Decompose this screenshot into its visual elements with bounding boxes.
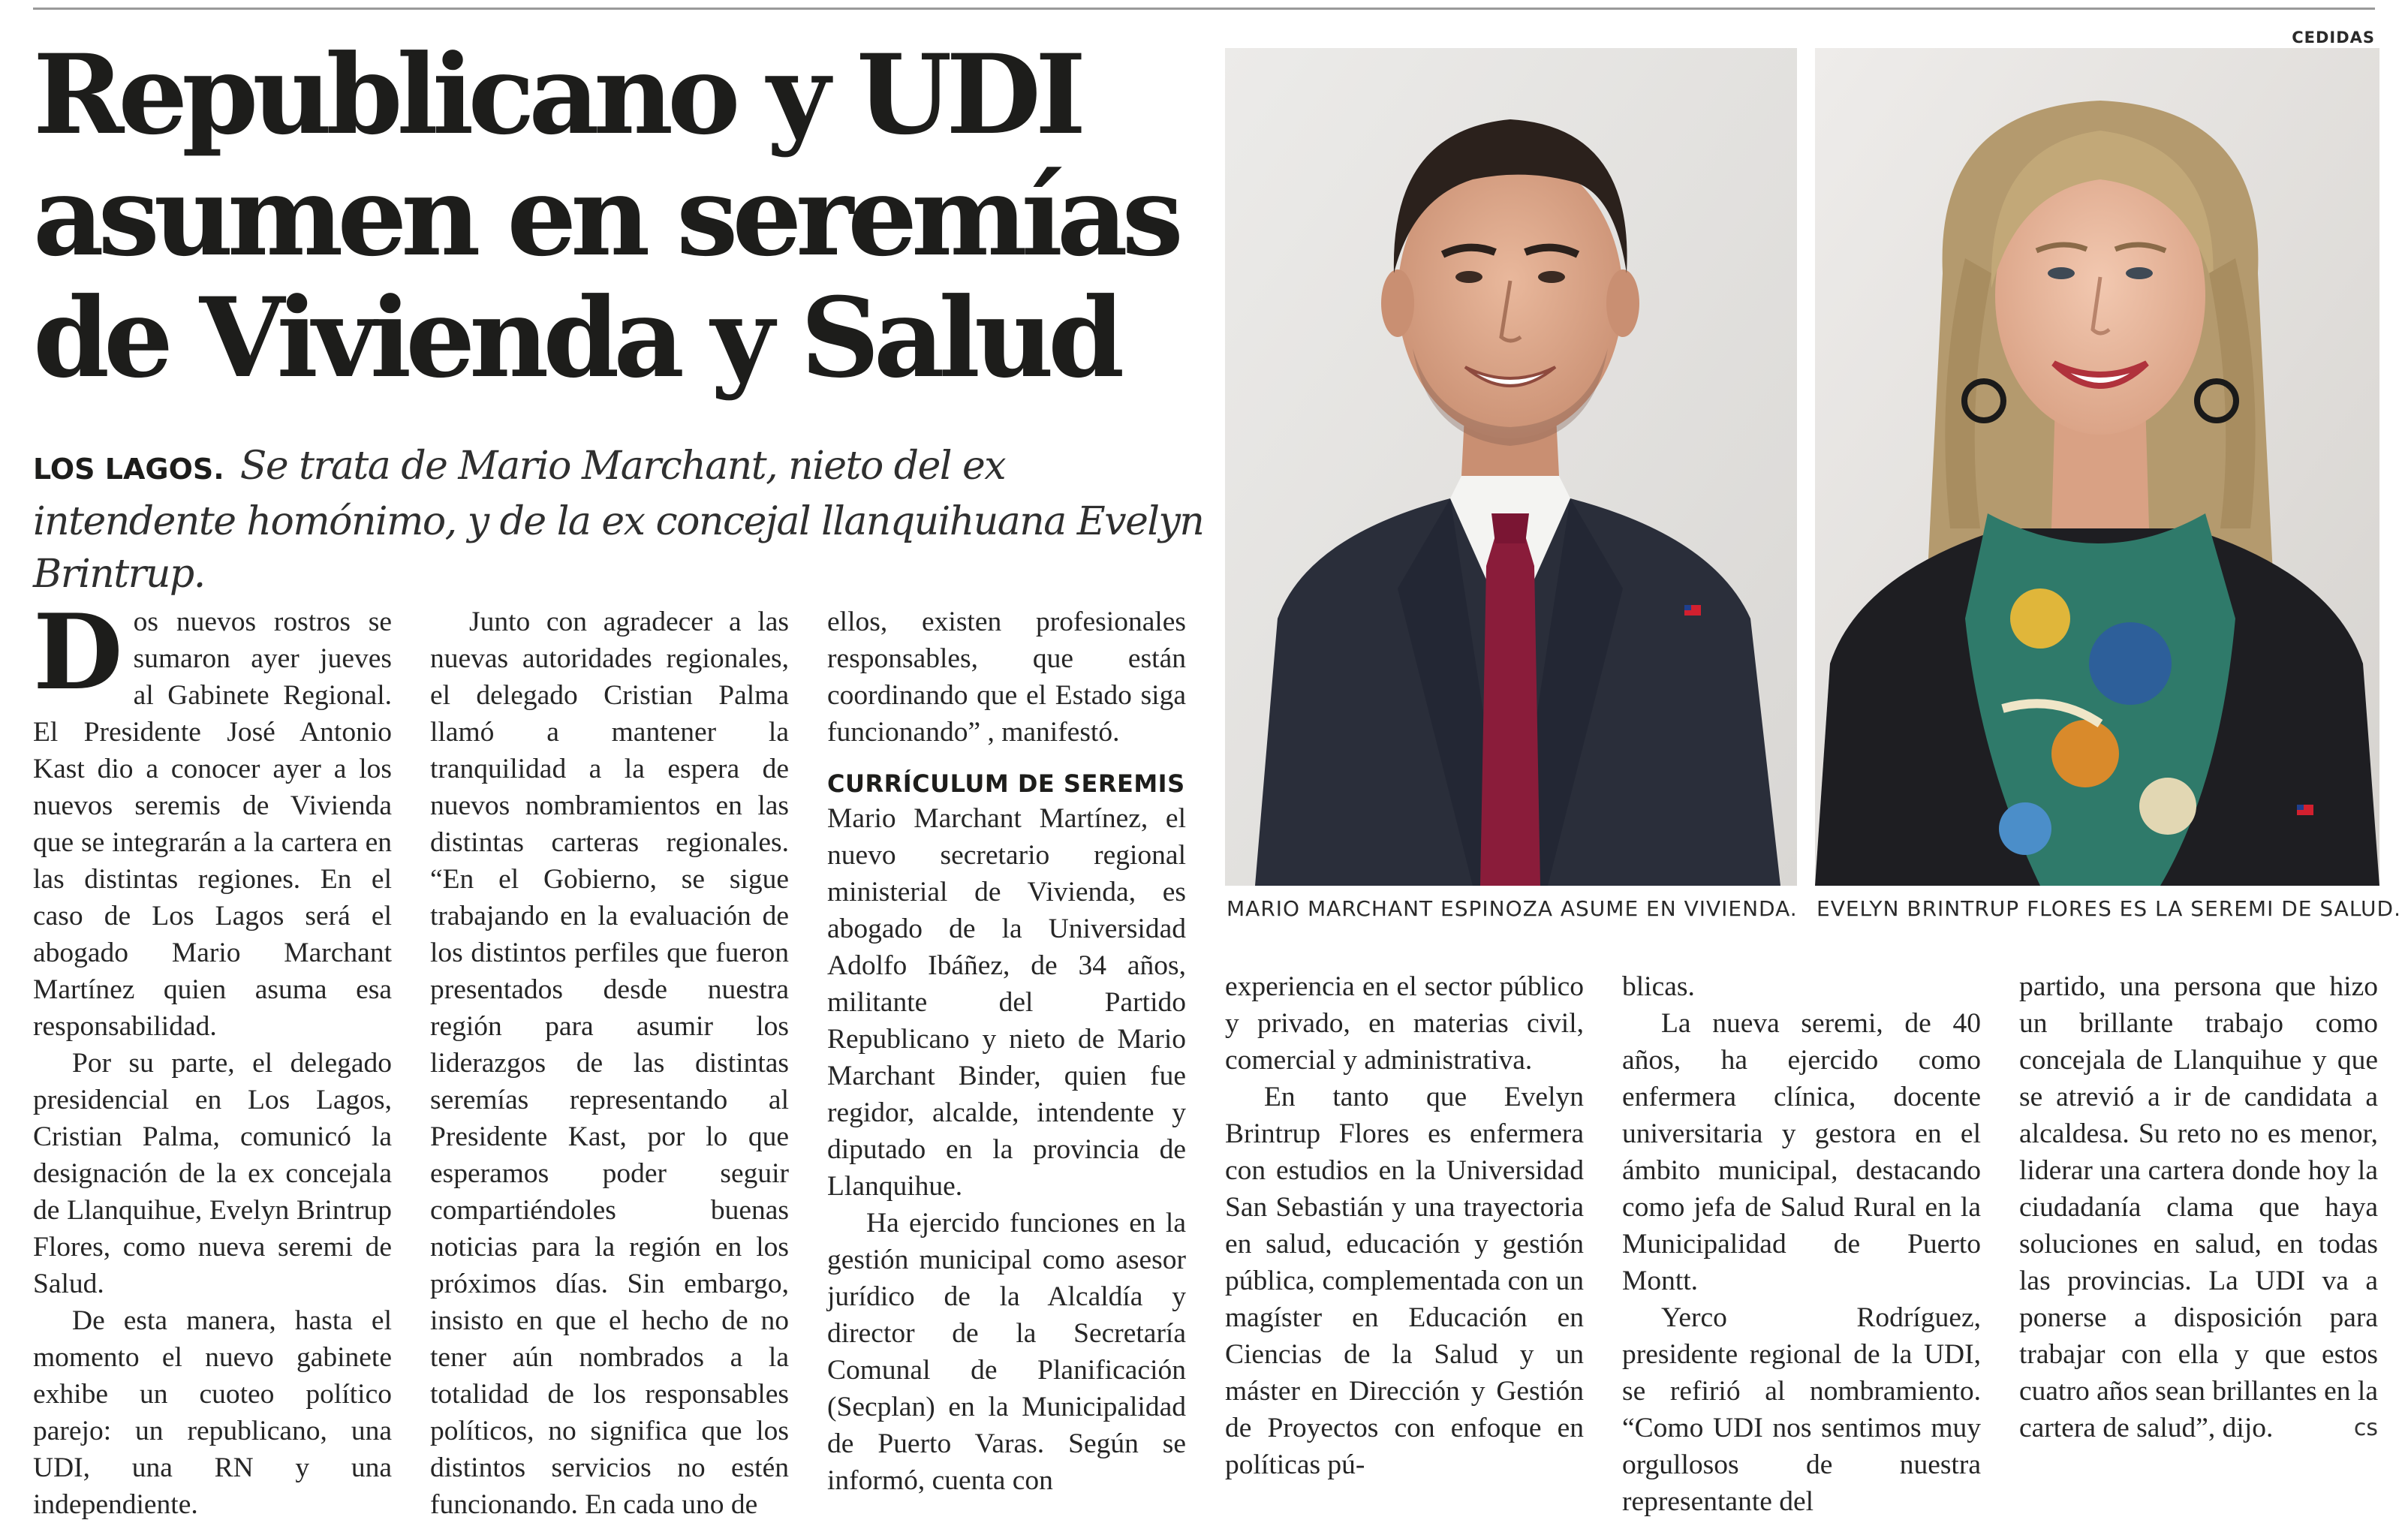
paragraph-9-continued: partido, una persona que hizo un brillante trabajo como concejala de Llanquihue y que se atrevió a ir de candidata a alcaldesa. Su reto no es menor, liderar una cartera donde hoy la ciudadanía clama que haya soluciones en salud, en todas las provincias. La UDI va a ponerse a disposición para trabajar con ella y que estos cuatro años sean brillantes en la cartera de salud”, dijo. cs xyxy=(2019,968,2378,1446)
article-column-5 xyxy=(1622,968,1981,1517)
article-column-1 xyxy=(33,591,392,1520)
photo-evelyn-brintrup xyxy=(1815,48,2379,886)
paragraph-5: Mario Marchant Martínez, el nuevo secretario regional ministerial de Vivienda, es abogado de la Universidad Adolfo Ibáñez, de 34 años, militante del Partido Republicano y nieto de Mario Marchant Binder, quien fue regidor, alcalde, intendente y diputado en la provincia de Llanquihue. xyxy=(827,803,1186,1202)
caption-photo-2: EVELYN BRINTRUP FLORES ES LA SEREMI DE SALUD. xyxy=(1817,896,2401,921)
article-column-3 xyxy=(827,603,1186,1496)
article-column-6 xyxy=(2019,968,2378,1444)
article-column-2 xyxy=(430,603,789,1520)
portrait-man-image xyxy=(1225,48,1797,886)
paragraph-3: De esta manera, hasta el momento el nuevo gabinete exhibe un cuoteo político parejo: un republicano, una UDI, una RN y una independiente. xyxy=(33,1305,392,1520)
photo-credit: CEDIDAS xyxy=(2292,29,2375,47)
headline-line-1: Republicano y UDI xyxy=(33,31,1081,159)
paragraph-6: Ha ejercido funciones en la gestión municipal como asesor jurídico de la Alcaldía y director de la Secretaría Comunal de Planificación (Secplan) en la Municipalidad de Puerto Varas. Según se informó, cuenta con xyxy=(827,1208,1186,1496)
headline-line-3: de Vivienda y Salud xyxy=(33,274,1119,402)
paragraph-4-continued: ellos, existen profesionales responsables, que están coordinando que el Estado siga funcionando” , manifestó. xyxy=(827,606,1186,748)
paragraph-1: Dos nuevos rostros se sumaron ayer jueves al Gabinete Regional. El Presidente José Antonio Kast dio a conocer ayer a los nuevos seremis de Vivienda que se integrarán a la cartera en las distintas regiones. En el caso de Los Lagos será el abogado Mario Marchant Martínez quien asuma esa responsabilidad. xyxy=(33,591,392,1042)
portrait-woman-image xyxy=(1815,48,2379,886)
end-mark: cs xyxy=(2353,1415,2378,1441)
top-rule xyxy=(33,8,2375,10)
paragraph-7-continued: blicas. xyxy=(1622,971,1695,1002)
lead-paragraph xyxy=(33,440,1204,600)
paragraph-9: Yerco Rodríguez, presidente regional de la UDI, se refirió al nombramiento. “Como UDI nos sentimos muy orgullosos de nuestra representante del xyxy=(1622,1302,1981,1517)
drop-cap: D xyxy=(33,591,123,713)
paragraph-7: En tanto que Evelyn Brintrup Flores es enfermera con estudios en la Universidad San Sebastián y una trayectoria en salud, educación y gestión pública, complementada con un magíster en Educación en Ciencias de la Salud y un máster en Dirección y Gestión de Proyectos con enfoque en políticas pú- xyxy=(1225,1082,1584,1480)
paragraph-6-continued: experiencia en el sector público y privado, en materias civil, comercial y administrativa. xyxy=(1225,971,1584,1076)
paragraph-2: Por su parte, el delegado presidencial en Los Lagos, Cristian Palma, comunicó la designación de la ex concejala de Llanquihue, Evelyn Brintrup Flores, como nueva seremi de Salud. xyxy=(33,1048,392,1299)
article-column-4 xyxy=(1225,968,1584,1480)
lead-location-tag: LOS LAGOS. xyxy=(33,453,224,486)
lead-text: Se trata de Mario Marchant, nieto del ex intendente homónimo, y de la ex concejal llanquihuana Evelyn Brintrup. xyxy=(33,444,1204,597)
photo-mario-marchant xyxy=(1225,48,1797,886)
headline-line-2: asumen en seremías xyxy=(33,152,1178,281)
caption-photo-1: MARIO MARCHANT ESPINOZA ASUME EN VIVIENDA. xyxy=(1227,896,1798,921)
paragraph-8: La nueva seremi, de 40 años, ha ejercido como enfermera clínica, docente universitaria y gestora en el ámbito municipal, destacando como jefa de Salud Rural en la Municipalidad de Puerto Montt. xyxy=(1622,1008,1981,1296)
section-subhead: CURRÍCULUM DE SEREMIS xyxy=(827,769,1185,798)
headline xyxy=(33,31,1204,402)
paragraph-4: Junto con agradecer a las nuevas autoridades regionales, el delegado Cristian Palma llamó a mantener la tranquilidad a la espera de nuevos nombramientos en las distintas carteras regionales. “En el Gobierno, se sigue trabajando en la evaluación de los distintos perfiles que fueron presentados desde nuestra región para asumir los liderazgos de las distintas seremías representando al Presidente Kast, por lo que esperamos poder seguir compartiéndoles buenas noticias para la región en los próximos días. Sin embargo, insisto en que el hecho de no tener aún nombrados a la totalidad de los responsables políticos, no significa que los distintos servicios no estén funcionando. En cada uno de xyxy=(430,606,789,1520)
